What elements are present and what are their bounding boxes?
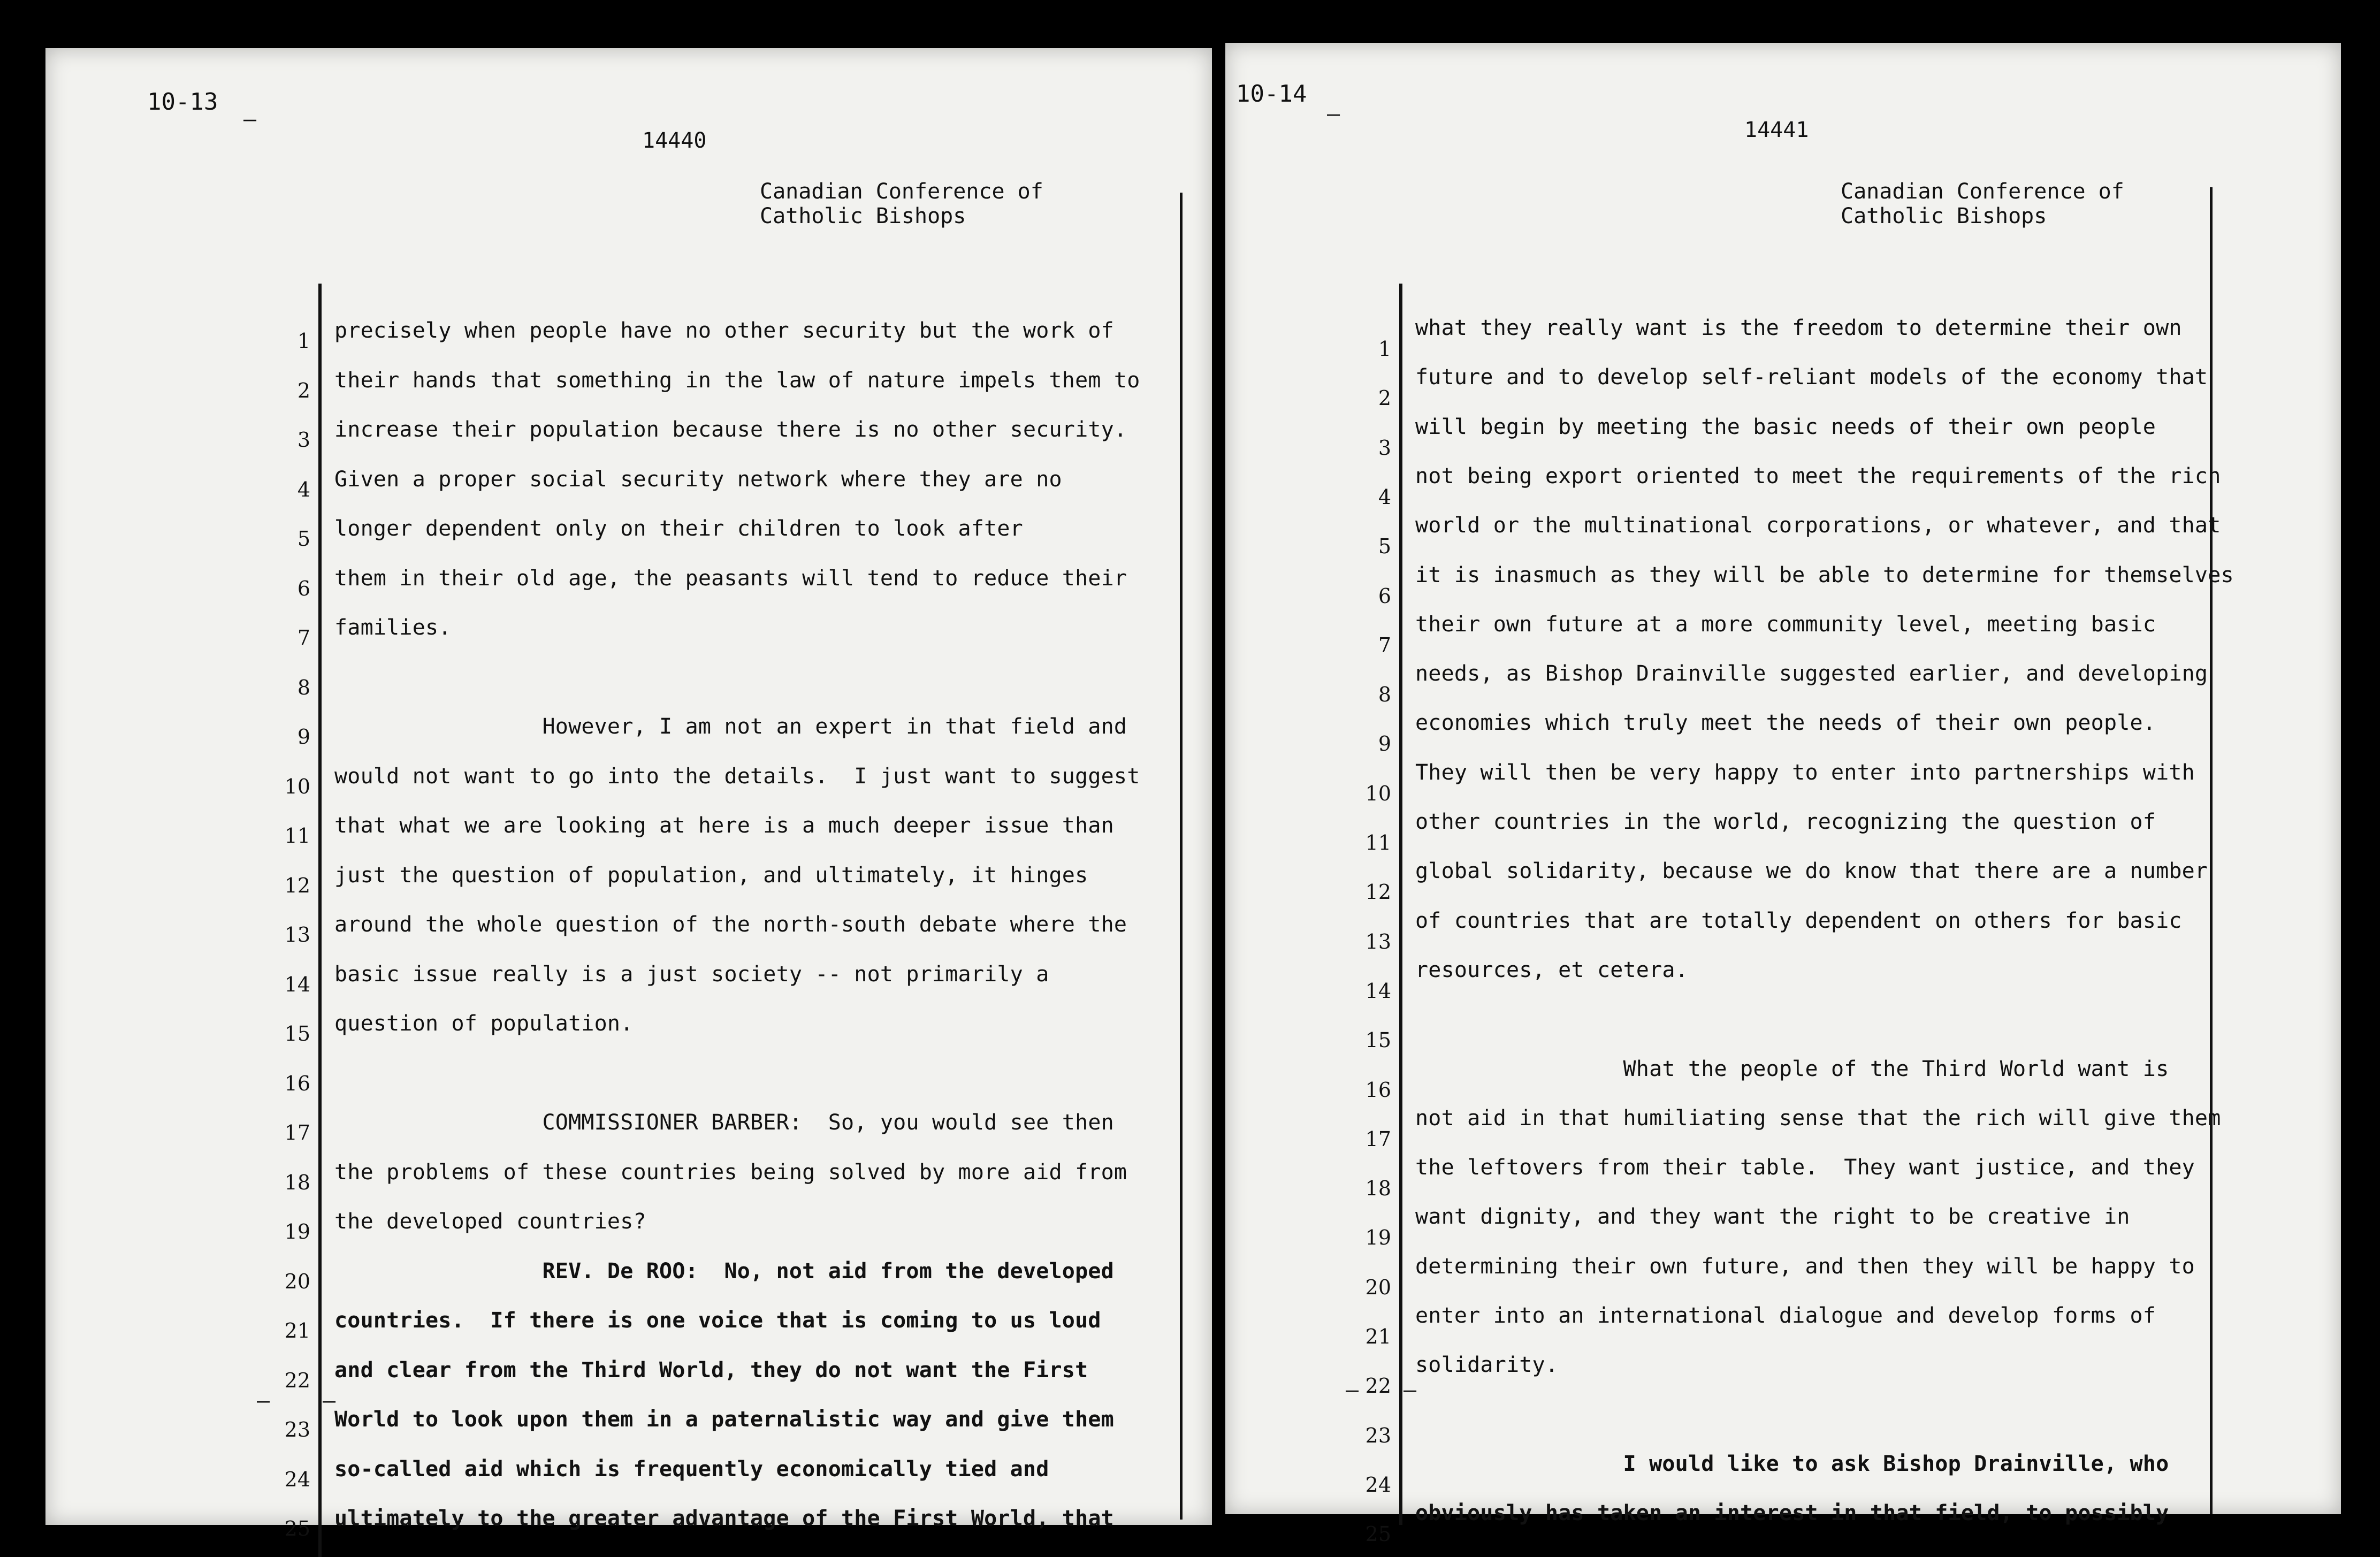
- transcript-page-right: [1225, 43, 2341, 1546]
- transcript-line: REV. De ROO: No, not aid from the developed: [334, 1258, 1114, 1284]
- page-number: 14440: [642, 128, 707, 153]
- line-number: 16: [284, 1071, 310, 1095]
- line-number: 7: [297, 626, 310, 650]
- transcript-line: not being export oriented to meet the requirements of the rich: [1415, 463, 2221, 489]
- margin-dash-25: —: [1346, 1378, 1359, 1402]
- line-number: 18: [1365, 1177, 1391, 1201]
- transcript-line: just the question of population, and ultimately, it hinges: [334, 863, 1088, 888]
- transcript-line: precisely when people have no other security but the work of: [334, 318, 1114, 343]
- transcript-line: COMMISSIONER BARBER: So, you would see then: [334, 1110, 1114, 1135]
- line-number: 6: [297, 576, 310, 600]
- line-number: 1: [297, 329, 310, 353]
- transcript-line: obviously has taken an interest in that field, to possibly: [1415, 1501, 2169, 1526]
- transcript-line: They will then be very happy to enter into partnerships with: [1415, 760, 2195, 785]
- margin-dash: –: [243, 107, 257, 132]
- transcript-line: I would like to ask Bishop Drainville, who: [1415, 1451, 2169, 1476]
- line-number: 17: [1365, 1127, 1391, 1151]
- line-number: 18: [284, 1170, 310, 1194]
- transcript-line: not aid in that humiliating sense that the rich will give them: [1415, 1105, 2221, 1131]
- line-number: 14: [1365, 979, 1391, 1003]
- transcript-line: determining their own future, and then they will be happy to: [1415, 1254, 2195, 1279]
- transcript-line: of countries that are totally dependent on others for basic: [1415, 908, 2182, 933]
- left-margin-rule: [1399, 284, 1402, 1525]
- line-number: 22: [1365, 1374, 1391, 1398]
- line-number: 9: [297, 725, 310, 749]
- transcript-line: World to look upon them in a paternalistic way and give them: [334, 1407, 1114, 1432]
- transcript-page-left: [45, 48, 1212, 1540]
- sheet-id: 10-13: [147, 88, 218, 116]
- transcript-line: enter into an international dialogue and develop forms of: [1415, 1303, 2156, 1328]
- line-number: 2: [297, 378, 310, 402]
- transcript-line: countries. If there is one voice that is coming to us loud: [334, 1308, 1101, 1333]
- line-number: 25: [284, 1517, 310, 1540]
- line-number: 12: [284, 873, 310, 897]
- transcript-line: will begin by meeting the basic needs of their own people: [1415, 414, 2156, 439]
- line-number: 20: [1365, 1275, 1391, 1299]
- line-number: 6: [1378, 584, 1391, 608]
- transcript-line: Given a proper social security network where they are no: [334, 467, 1062, 492]
- line-number: 7: [1378, 633, 1391, 657]
- line-number: 2: [1378, 386, 1391, 410]
- margin-dash: –: [1327, 102, 1340, 126]
- transcript-line: would not want to go into the details. I just want to suggest: [334, 764, 1140, 789]
- transcript-line: longer dependent only on their children to look after: [334, 516, 1023, 541]
- line-number: 19: [284, 1220, 310, 1243]
- line-number: 24: [1365, 1472, 1391, 1497]
- line-number: 3: [297, 428, 310, 452]
- line-number: 23: [284, 1418, 310, 1441]
- transcript-line: their own future at a more community level, meeting basic: [1415, 612, 2156, 637]
- transcript-line: the problems of these countries being solved by more aid from: [334, 1159, 1127, 1185]
- line-number: 15: [1365, 1028, 1391, 1052]
- line-number: 1: [1378, 337, 1391, 361]
- line-number: 8: [297, 675, 310, 699]
- line-number: 16: [1365, 1078, 1391, 1102]
- header-line-2: Catholic Bishops: [1841, 204, 2047, 228]
- transcript-line: them in their old age, the peasants will tend to reduce their: [334, 566, 1127, 591]
- line-number: 19: [1365, 1226, 1391, 1250]
- right-margin-rule: [2210, 187, 2213, 1514]
- line-number: 23: [1365, 1423, 1391, 1447]
- transcript-line: world or the multinational corporations, or whatever, and that: [1415, 513, 2221, 538]
- line-number: 13: [1365, 929, 1391, 953]
- margin-dash-25: —: [257, 1388, 270, 1413]
- line-number: 15: [284, 1022, 310, 1045]
- line-number: 21: [284, 1319, 310, 1342]
- transcript-line: and clear from the Third World, they do not want the First: [334, 1357, 1088, 1383]
- line-number: 5: [297, 527, 310, 551]
- transcript-line: global solidarity, because we do know that there are a number: [1415, 859, 2208, 884]
- transcript-line: the developed countries?: [334, 1209, 646, 1234]
- transcript-line: needs, as Bishop Drainville suggested earlier, and developing: [1415, 661, 2208, 686]
- right-margin-rule: [1180, 193, 1183, 1520]
- line-number: 13: [284, 923, 310, 947]
- transcript-line: What the people of the Third World want is: [1415, 1056, 2169, 1081]
- transcript-line: basic issue really is a just society -- not primarily a: [334, 961, 1049, 987]
- left-margin-rule: [318, 284, 322, 1557]
- line-number: 5: [1378, 535, 1391, 559]
- line-number: 11: [1365, 831, 1391, 854]
- line-number: 10: [284, 774, 310, 798]
- margin-dash-text: –: [323, 1388, 336, 1413]
- transcript-line: solidarity.: [1415, 1353, 1559, 1378]
- transcript-line: increase their population because there is no other security.: [334, 417, 1127, 442]
- line-number: 9: [1378, 732, 1391, 756]
- transcript-line: their hands that something in the law of nature impels them to: [334, 368, 1140, 393]
- transcript-line: resources, et cetera.: [1415, 957, 1688, 982]
- transcript-line: other countries in the world, recognizing the question of: [1415, 810, 2156, 834]
- transcript-line: economies which truly meet the needs of their own people.: [1415, 711, 2156, 736]
- line-number: 4: [297, 477, 310, 501]
- transcript-line: want dignity, and they want the right to be creative in: [1415, 1204, 2130, 1230]
- line-number: 4: [1378, 485, 1391, 509]
- line-number: 12: [1365, 880, 1391, 904]
- line-number: 20: [284, 1269, 310, 1293]
- line-number: 24: [284, 1467, 310, 1491]
- line-number: 3: [1378, 436, 1391, 460]
- sheet-id: 10-14: [1236, 80, 1307, 108]
- header-line-1: Canadian Conference of: [1841, 179, 2124, 204]
- line-number: 8: [1378, 683, 1391, 707]
- header-line-2: Catholic Bishops: [760, 204, 966, 228]
- page-number: 14441: [1744, 118, 1809, 142]
- transcript-line: so-called aid which is frequently economically tied and: [334, 1456, 1049, 1482]
- transcript-line: that what we are looking at here is a much deeper issue than: [334, 813, 1114, 838]
- transcript-line: question of population.: [334, 1011, 634, 1036]
- transcript-line: around the whole question of the north-south debate where the: [334, 912, 1127, 937]
- transcript-line: families.: [334, 615, 452, 640]
- transcript-line: the leftovers from their table. They want justice, and they: [1415, 1155, 2195, 1180]
- line-number: 17: [284, 1121, 310, 1144]
- line-number: 11: [284, 824, 310, 848]
- margin-dash-text: –: [1403, 1378, 1417, 1402]
- transcript-line: future and to develop self-reliant models of the economy that: [1415, 365, 2208, 390]
- line-number: 25: [1365, 1522, 1391, 1546]
- line-number: 14: [284, 972, 310, 996]
- header-line-1: Canadian Conference of: [760, 179, 1043, 204]
- transcript-line: ultimately to the greater advantage of the First World, that: [334, 1506, 1114, 1531]
- transcript-line: what they really want is the freedom to determine their own: [1415, 316, 2182, 340]
- line-number: 10: [1365, 781, 1391, 805]
- transcript-line: However, I am not an expert in that field and: [334, 714, 1127, 739]
- transcript-line: it is inasmuch as they will be able to determine for themselves: [1415, 562, 2234, 587]
- line-number: 22: [284, 1368, 310, 1392]
- line-number: 21: [1365, 1325, 1391, 1348]
